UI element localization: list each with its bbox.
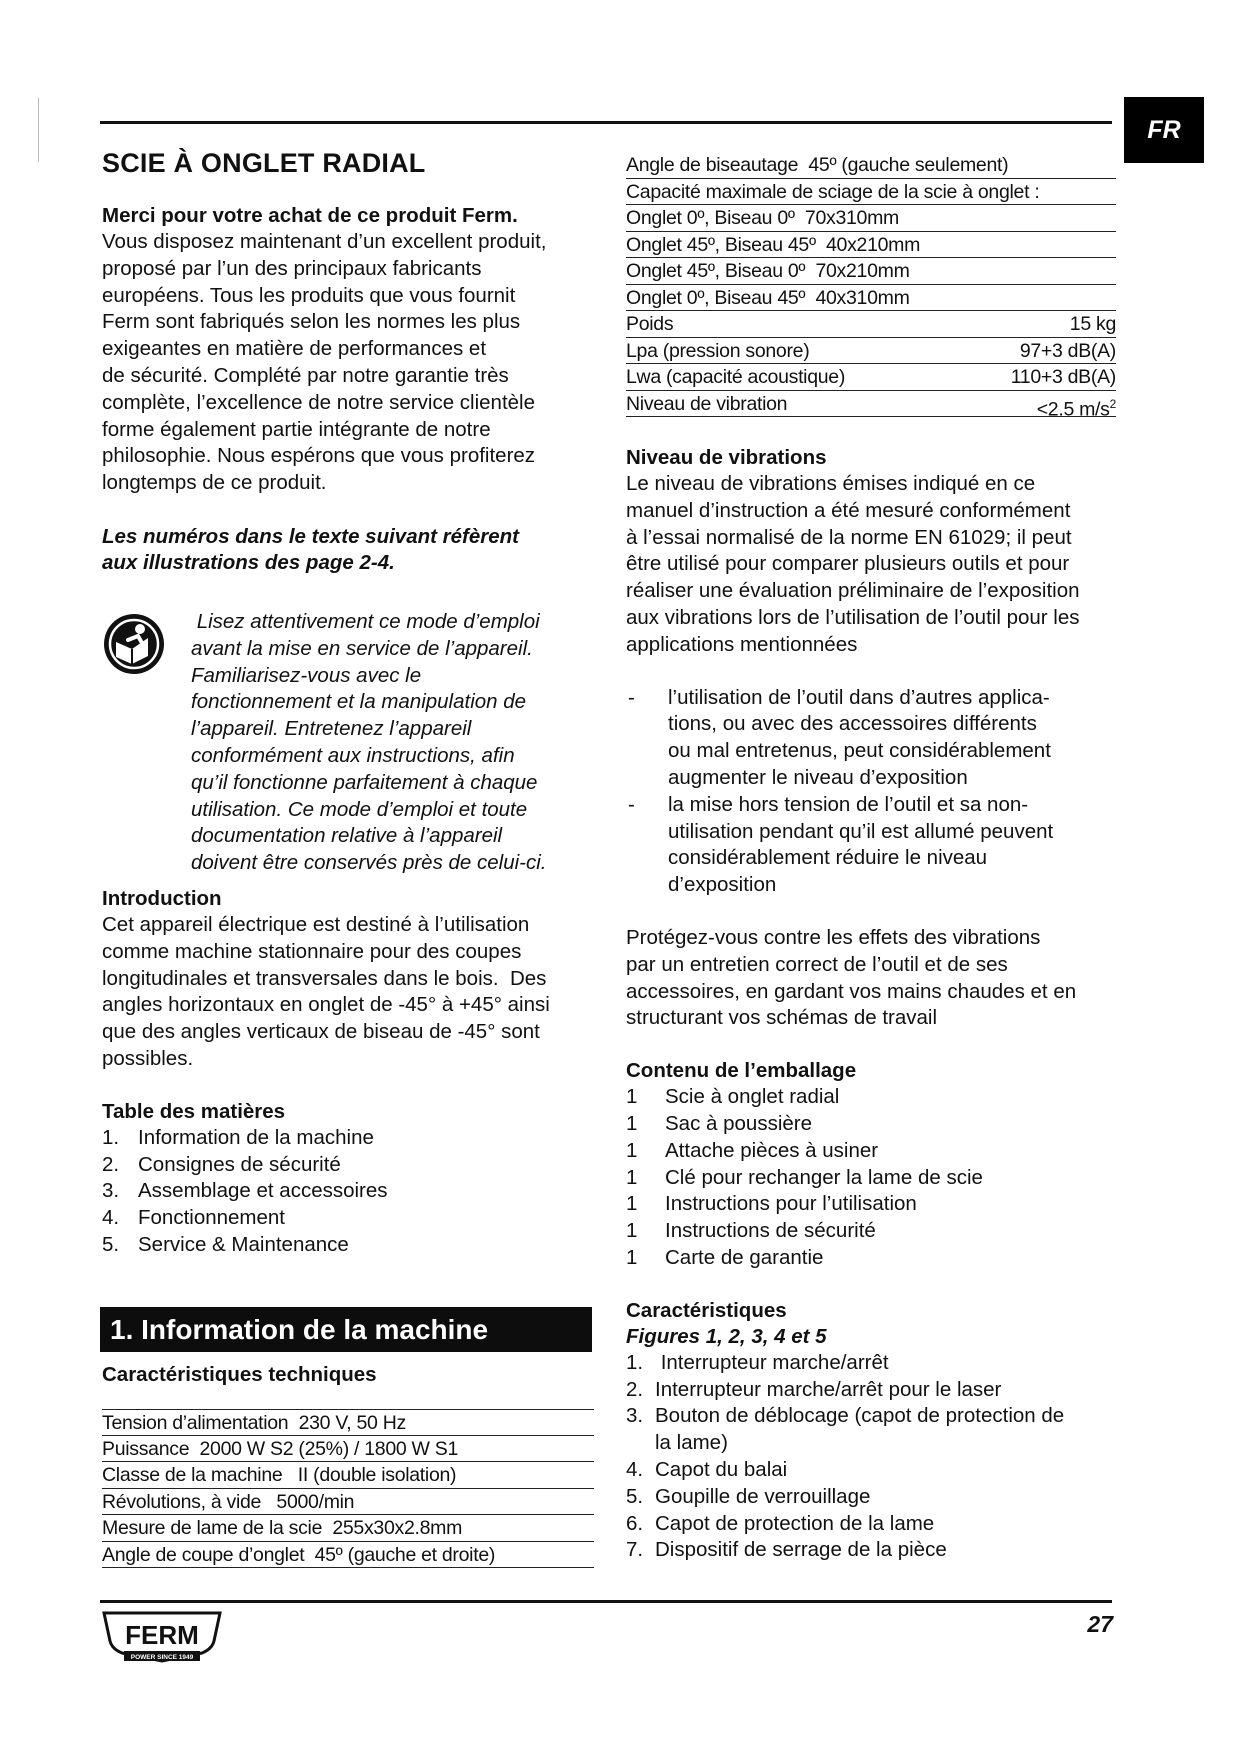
list-item-number [626,1430,655,1457]
spec-row [626,258,1116,285]
bottom-rule [100,1600,1112,1603]
list-item-number: 4. [102,1206,120,1230]
text-line: qu’il fonctionne parfaitement à chaque [191,770,538,794]
spec-label: Onglet 45º, Biseau 0º 70x210mm [626,260,910,282]
spec-row [626,285,1116,312]
text-line: manuel d’instruction a été mesuré conformément [626,498,1071,522]
list-item-label: Service & Maintenance [138,1232,349,1256]
spec-label: Lwa (capacité acoustique) [626,366,846,388]
spec-table-left [102,1409,594,1568]
spec-value: 110+3 dB(A) [1010,366,1116,388]
list-item-number: 3. [102,1179,120,1203]
list-item-number: 2. [102,1152,120,1176]
bullet-line: la mise hors tension de l’outil et sa non- [668,792,1029,816]
text-line: Le niveau de vibrations émises indiqué en ce [626,472,1036,495]
spec-label: Puissance 2000 W S2 (25%) / 1800 W S1 [102,1437,459,1460]
text-line: Cet appareil électrique est destiné à l’utilisation [102,912,530,936]
top-rule [100,121,1112,124]
features-subheading: Figures 1, 2, 3, 4 et 5 [626,1324,827,1348]
list-item-number: 7. [626,1538,644,1562]
text-line: de sécurité. Complété par notre garantie très [102,363,509,387]
spec-label: Révolutions, à vide 5000/min [102,1490,355,1513]
spec-value: 97+3 dB(A) [1019,339,1116,362]
text-line: réaliser une évaluation préliminaire de l’exposition [626,579,1080,603]
list-item-number: 6. [626,1511,644,1535]
package-list [626,1084,1116,1272]
spec-row [102,1542,594,1569]
text-line: Ferm sont fabriqués selon les normes les plus [102,310,521,334]
right-column [626,152,1116,1564]
page-number: 27 [1087,1611,1113,1637]
text-line: longtemps de ce produit. [102,471,327,495]
list-item-label: Bouton de déblocage (capot de protection de [655,1404,1065,1428]
text-line: forme également partie intégrante de notre [102,417,491,441]
bullet-dash: - [628,685,635,709]
bullet-text [668,792,1053,899]
list-item-number: 5. [102,1232,120,1256]
list-item-label: Goupille de verrouillage [655,1484,871,1508]
reference-note-line: Les numéros dans le texte suivant réfèrent [102,524,519,548]
introduction-heading: Introduction [102,886,222,910]
spec-label: Tension d’alimentation 230 V, 50 Hz [102,1412,406,1434]
spec-row [626,338,1116,365]
text-line: possibles. [102,1046,194,1070]
list-item-number: 1 [626,1165,638,1189]
text-line: proposé par l’un des principaux fabricants [102,256,482,280]
bullet-line: l’utilisation de l’outil dans d’autres applica- [668,685,1050,709]
list-item [626,1245,1116,1272]
list-item-label: Scie à onglet radial [665,1085,840,1109]
toc-heading: Table des matières [102,1099,286,1123]
list-item-number: 1 [626,1192,638,1216]
spec-row [626,391,1116,418]
list-item [626,1138,1116,1165]
spec-label: Poids [626,313,674,335]
text-line: conformément aux instructions, afin [191,743,515,767]
list-item-label: Consignes de sécurité [138,1152,341,1176]
logo-tagline: POWER SINCE 1949 [130,1654,194,1661]
list-item-number: 3. [626,1404,644,1428]
bullet-line: utilisation pendant qu’il est allumé peuvent [668,819,1054,843]
spec-row [626,179,1116,206]
text-line: aux vibrations lors de l’utilisation de l’outil pour les [626,605,1080,629]
tech-specs-left [102,1362,594,1568]
list-item [626,1165,1116,1192]
bullet-line: augmenter le niveau d’exposition [668,765,968,789]
text-line: documentation relative à l’appareil [191,824,503,848]
read-manual-icon [102,612,166,676]
spec-table-right [626,152,1116,420]
spec-row [102,1462,594,1489]
text-line: fonctionnement et la manipulation de [191,690,527,714]
list-item [102,1205,594,1232]
list-item-label: Instructions pour l’utilisation [665,1192,917,1216]
features-list [626,1350,1116,1564]
spec-label: Angle de coupe d’onglet 45º (gauche et droite) [102,1543,496,1566]
logo-text: FERM [125,1620,199,1650]
list-item [102,1232,594,1259]
list-item-number: 1 [626,1219,638,1243]
read-notice [102,609,594,879]
bullet-line: d’exposition [668,873,777,897]
list-item [626,1191,1116,1218]
list-item-label: Dispositif de serrage de la pièce [655,1538,947,1562]
bullet-line: considérablement réduire le niveau [668,846,988,870]
text-line: longitudinales et transversales dans le bois. Des [102,966,547,990]
spec-value: 15 kg [1069,313,1116,335]
list-item-number: 1 [626,1138,638,1162]
margin-mark [38,98,39,162]
bullet-dash: - [628,792,635,816]
spec-label: Angle de biseautage 45º (gauche seulement) [626,154,1009,176]
spec-row [626,232,1116,259]
list-item-label: Information de la machine [138,1125,374,1149]
list-item-label: la lame) [655,1431,728,1455]
spec-label: Classe de la machine II (double isolation) [102,1464,457,1486]
text-line: philosophie. Nous espérons que vous profiterez [102,444,536,468]
text-line: Familiarisez-vous avec le [191,663,422,687]
text-line: applications mentionnées [626,632,858,656]
spec-row [102,1515,594,1542]
spec-row [102,1409,594,1436]
vibrations-paragraph [626,471,1116,659]
list-item [626,1430,1116,1457]
list-item [626,1377,1116,1404]
ferm-logo [102,1611,222,1665]
bullet-item [626,685,1116,792]
bullet-text [668,685,1051,792]
spec-label: Onglet 0º, Biseau 45º 40x310mm [626,286,910,309]
list-item [626,1350,1116,1377]
language-tab: FR [1124,97,1204,163]
text-line: Lisez attentivement ce mode d’emploi [191,609,540,633]
introduction-paragraph [102,912,594,1073]
section-banner: 1. Information de la machine [100,1307,592,1352]
list-item [626,1484,1116,1511]
list-item-label: Capot du balai [655,1457,788,1481]
spec-label: Capacité maximale de sciage de la scie à onglet : [626,180,1040,203]
list-item-label: Clé pour rechanger la lame de scie [665,1165,983,1189]
spec-value: <2.5 m/s [1036,398,1110,420]
features-heading: Caractéristiques [626,1298,787,1322]
reference-note [102,524,594,576]
text-line: l’appareil. Entretenez l’appareil [191,717,472,741]
spec-unit-superscript: 2 [1109,396,1116,411]
list-item-number: 1 [626,1245,638,1269]
list-item-label: Sac à poussière [665,1111,813,1135]
list-item-number: 1 [626,1085,638,1109]
list-item-label: Interrupteur marche/arrêt [655,1350,889,1374]
text-line: structurant vos schémas de travail [626,1006,938,1030]
list-item [102,1152,594,1179]
text-line: complète, l’excellence de notre service clientèle [102,390,536,414]
text-line: accessoires, en gardant vos mains chaudes et en [626,979,1077,1003]
intro-bold: Merci pour votre achat de ce produit Ferm. [102,204,518,227]
list-item [626,1111,1116,1138]
list-item-number: 1. [102,1125,120,1149]
text-line: utilisation. Ce mode d’emploi et toute [191,797,528,821]
list-item [102,1178,594,1205]
text-line: Protégez-vous contre les effets des vibrations [626,925,1041,949]
list-item-label: Capot de protection de la lame [655,1511,935,1535]
toc-list [102,1125,594,1259]
text-line: européens. Tous les produits que vous fournit [102,283,516,307]
list-item-number: 1 [626,1111,638,1135]
list-item-label: Interrupteur marche/arrêt pour le laser [655,1377,1002,1401]
spec-row [626,205,1116,232]
vibrations-heading: Niveau de vibrations [626,446,827,469]
list-item-label: Assemblage et accessoires [138,1179,388,1203]
list-item-label: Instructions de sécurité [665,1219,876,1243]
text-line: à l’essai normalisé de la norme EN 61029; il peut [626,525,1072,549]
protect-paragraph [626,925,1116,1032]
list-item [626,1511,1116,1538]
list-item-label: Attache pièces à usiner [665,1138,879,1162]
text-line: Vous disposez maintenant d’un excellent produit, [102,230,547,253]
list-item-number: 2. [626,1377,644,1401]
left-column [102,148,594,1259]
text-line: par un entretien correct de l’outil et de ses [626,952,1008,976]
bullet-line: ou mal entretenus, peut considérablement [668,739,1051,763]
list-item-label: Fonctionnement [138,1206,286,1230]
list-item-number: 1. [626,1350,644,1374]
list-item-label: Carte de garantie [665,1245,824,1269]
spec-label: Niveau de vibration [626,392,788,415]
spec-row [626,311,1116,338]
spec-row [626,152,1116,179]
list-item-number: 5. [626,1484,644,1508]
text-line: exigeantes en matière de performances et [102,337,487,361]
spec-row [626,364,1116,391]
spec-label: Mesure de lame de la scie 255x30x2.8mm [102,1517,463,1539]
spec-label: Onglet 45º, Biseau 45º 40x210mm [626,233,921,256]
list-item [102,1125,594,1152]
bullet-item [626,792,1116,899]
spec-label: Lpa (pression sonore) [626,339,810,362]
text-line: avant la mise en service de l’appareil. [191,636,533,660]
text-line: doivent être conservés près de celui-ci. [191,851,547,875]
reference-note-line: aux illustrations des page 2-4. [102,550,395,574]
spec-row [102,1436,594,1463]
text-line: être utilisé pour comparer plusieurs outils et pour [626,552,1070,576]
vibrations-bullets [626,685,1116,899]
package-heading: Contenu de l’emballage [626,1059,857,1083]
list-item [626,1457,1116,1484]
list-item [626,1537,1116,1564]
bullet-line: tions, ou avec des accessoires différents [668,712,1037,736]
text-line: que des angles verticaux de biseau de -45° sont [102,1020,540,1044]
list-item [626,1403,1116,1430]
spec-label: Onglet 0º, Biseau 0º 70x310mm [626,207,899,229]
read-notice-text [191,609,591,877]
spec-row [102,1489,594,1516]
text-line: comme machine stationnaire pour des coupes [102,939,522,963]
page-title: SCIE À ONGLET RADIAL [102,148,426,178]
list-item [626,1218,1116,1245]
tech-specs-heading: Caractéristiques techniques [102,1363,377,1386]
list-item-number: 4. [626,1457,644,1481]
text-line: angles horizontaux en onglet de -45° à +45° ainsi [102,993,550,1017]
intro-paragraph [102,229,594,497]
list-item [626,1084,1116,1111]
